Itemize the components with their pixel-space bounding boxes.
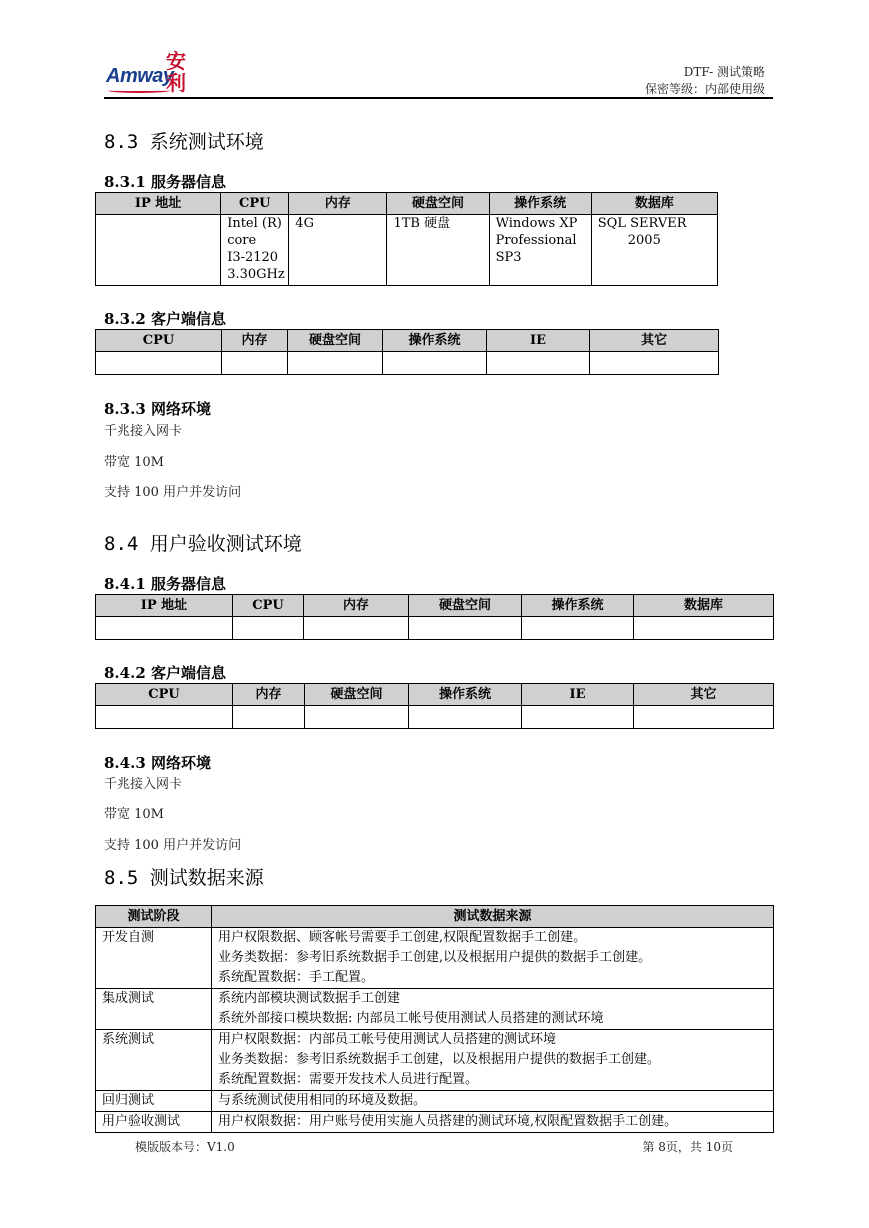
network-line: 支持 100 用户并发访问 [104,485,242,500]
cell-stage: 回归测试 [96,1091,212,1112]
table-row [96,989,774,1030]
col-disk: 硬盘空间 [288,330,383,352]
subsection-title-8-4-2: 8.4.2 客户端信息 [104,664,226,682]
source-line: 系统配置数据：手工配置。 [218,970,375,985]
section-title-8-4: 8.4 用户验收测试环境 [104,533,302,555]
table-row [96,352,719,375]
table-row [96,617,774,640]
header-rule [104,97,773,99]
cell-stage: 集成测试 [96,989,212,1030]
cpu-line: core [227,233,257,248]
col-os: 操作系统 [383,330,487,352]
cpu-line: I3-2120 [227,250,279,265]
col-ie: IE [522,684,634,706]
table-row [96,928,774,989]
logo-text-cn: 安利 [166,49,186,95]
logo-swoosh [108,88,170,93]
col-disk: 硬盘空间 [409,595,522,617]
source-line: 系统配置数据：需要开发技术人员进行配置。 [218,1072,479,1087]
col-other: 其它 [634,684,774,706]
test-data-source-table [95,905,774,1133]
source-line: 用户权限数据：用户账号使用实施人员搭建的测试环境,权限配置数据手工创建。 [218,1114,678,1129]
cell-source [212,1030,774,1091]
col-other: 其它 [590,330,719,352]
cell-os [489,215,591,286]
cell-stage: 用户验收测试 [96,1112,212,1133]
col-db: 数据库 [591,193,717,215]
cell-stage: 开发自测 [96,928,212,989]
cell-source [212,1112,774,1133]
col-ip: IP 地址 [96,595,233,617]
col-stage: 测试阶段 [96,906,212,928]
cell-db [591,215,717,286]
db-line: 2005 [627,233,661,248]
subsection-title-8-3-2: 8.3.2 客户端信息 [104,310,226,328]
col-mem: 内存 [304,595,409,617]
client-info-table-8-4 [95,683,774,729]
section-title-8-3: 8.3 系统测试环境 [104,131,264,153]
client-info-table-8-3 [95,329,719,375]
security-level: 保密等级：内部使用级 [644,82,765,96]
col-mem: 内存 [233,684,305,706]
network-line: 支持 100 用户并发访问 [104,838,242,853]
subsection-title-8-4-1: 8.4.1 服务器信息 [104,575,226,593]
cell-source [212,989,774,1030]
table-row [96,1112,774,1133]
cell-stage: 系统测试 [96,1030,212,1091]
table-row [96,215,718,286]
col-cpu: CPU [233,595,304,617]
source-line: 与系统测试使用相同的环境及数据。 [218,1093,427,1108]
col-disk: 硬盘空间 [305,684,409,706]
cell-ip [96,215,221,286]
doc-title: DTF- 测试策略 [683,65,765,79]
source-line: 用户权限数据、顾客帐号需要手工创建,权限配置数据手工创建。 [218,930,587,945]
table-header-row [96,193,718,215]
cell-mem: 4G [289,215,387,286]
col-ie: IE [487,330,590,352]
server-info-table-8-3 [95,192,718,286]
table-header-row [96,595,774,617]
subsection-title-8-4-3: 8.4.3 网络环境 [104,754,211,772]
cell-source [212,1091,774,1112]
cpu-line: 3.30GHz [227,267,285,282]
col-cpu: CPU [96,684,233,706]
network-line: 带宽 10M [104,807,164,822]
db-line: SQL SERVER [597,216,687,231]
table-header-row [96,330,719,352]
os-line: Professional [495,233,577,248]
cell-disk: 1TB 硬盘 [387,215,489,286]
table-row [96,1091,774,1112]
col-db: 数据库 [634,595,774,617]
source-line: 业务类数据：参考旧系统数据手工创建，以及根据用户提供的数据手工创建。 [218,1052,661,1067]
col-cpu: CPU [96,330,222,352]
subsection-title-8-3-3: 8.3.3 网络环境 [104,400,211,418]
network-line: 千兆接入网卡 [104,777,183,792]
subsection-title-8-3-1: 8.3.1 服务器信息 [104,173,226,191]
cpu-line: Intel (R) [227,216,282,231]
network-line: 带宽 10M [104,455,164,470]
cell-cpu [221,215,289,286]
source-line: 系统内部模块测试数据手工创建 [218,991,401,1006]
col-os: 操作系统 [489,193,591,215]
col-cpu: CPU [221,193,289,215]
table-row [96,1030,774,1091]
amway-logo [106,50,196,96]
cell-source [212,928,774,989]
table-header-row [96,684,774,706]
logo-text-en: Amway [106,65,174,87]
os-line: SP3 [495,250,522,265]
os-line: Windows XP [495,216,578,231]
source-line: 用户权限数据：内部员工帐号使用测试人员搭建的测试环境 [218,1032,557,1047]
col-os: 操作系统 [522,595,634,617]
table-header-row [96,906,774,928]
section-title-8-5: 8.5 测试数据来源 [104,867,264,889]
col-source: 测试数据来源 [212,906,774,928]
col-mem: 内存 [222,330,288,352]
source-line: 业务类数据：参考旧系统数据手工创建,以及根据用户提供的数据手工创建。 [218,950,652,965]
network-line: 千兆接入网卡 [104,424,183,439]
source-line: 系统外部接口模块数据: 内部员工帐号使用测试人员搭建的测试环境 [218,1011,604,1026]
col-os: 操作系统 [409,684,522,706]
template-version: 模版版本号：V1.0 [135,1140,235,1154]
col-mem: 内存 [289,193,387,215]
col-disk: 硬盘空间 [387,193,489,215]
table-row [96,706,774,729]
col-ip: IP 地址 [96,193,221,215]
server-info-table-8-4 [95,594,774,640]
page-number: 第 8页，共 10页 [642,1140,733,1154]
